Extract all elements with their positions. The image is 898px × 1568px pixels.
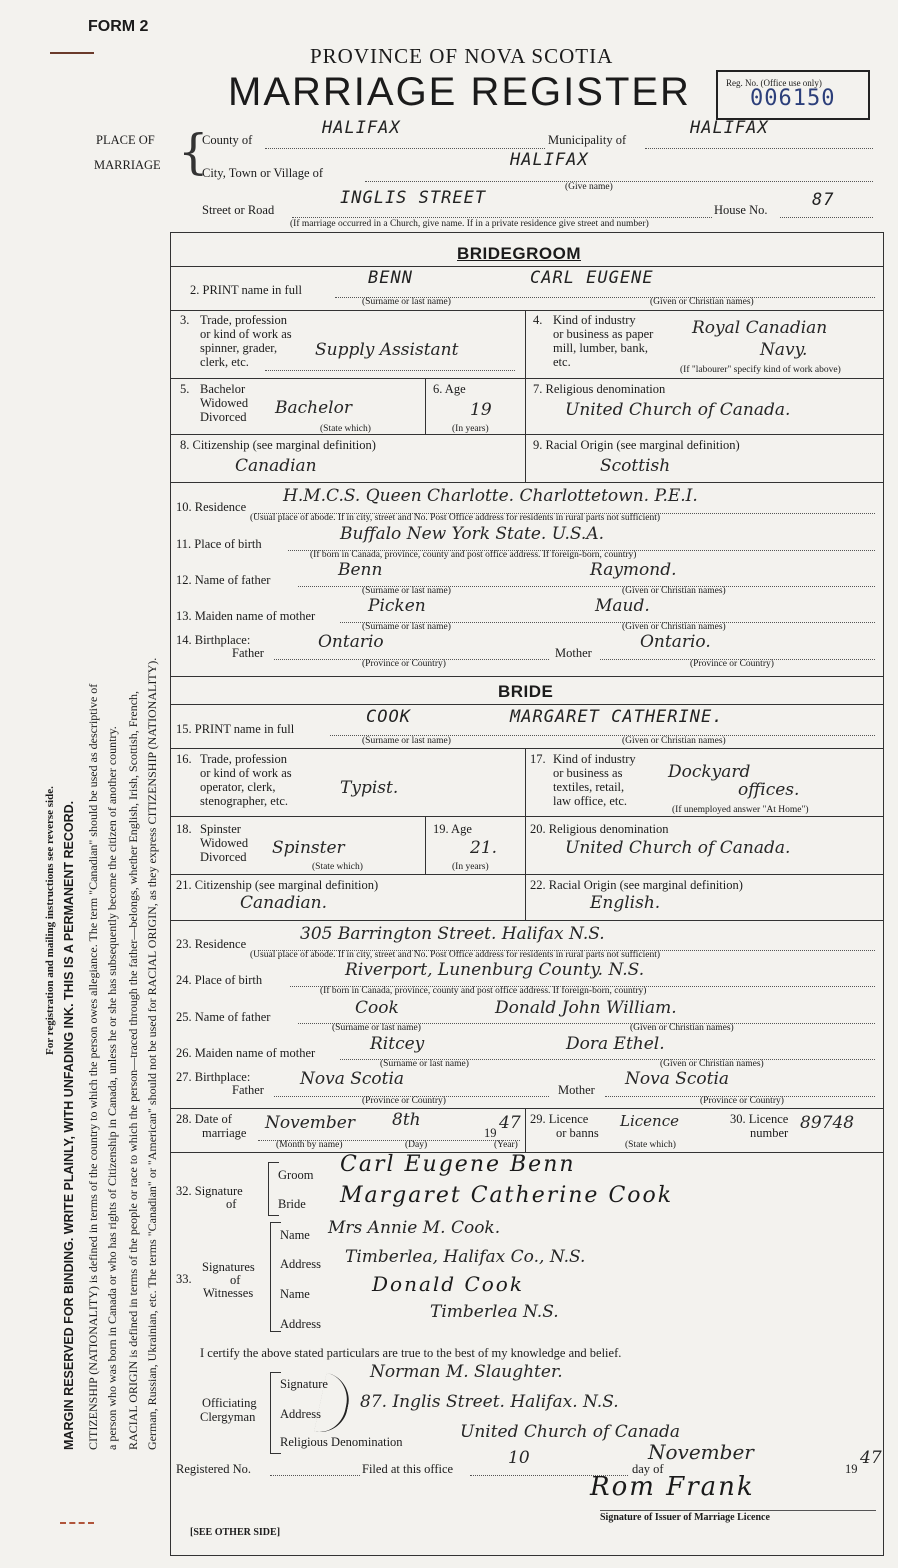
groom-surname: BENN (368, 268, 413, 288)
marriage-label: MARRIAGE (94, 158, 161, 172)
groom-industry-1: Royal Canadian (692, 318, 828, 338)
officiating-label-2: Clergyman (200, 1410, 256, 1424)
groom-mother-surname: Picken (368, 596, 426, 616)
groom-given-caption: (Given or Christian names) (650, 297, 754, 307)
bride-mother-birthplace: Nova Scotia (625, 1069, 730, 1089)
witness-1-address: Timberlea, Halifax Co., N.S. (345, 1247, 586, 1267)
bride-signature: Margaret Catherine Cook (340, 1183, 674, 1208)
groom-mother-birthplace: Ontario. (640, 632, 711, 652)
groom-surname-caption: (Surname or last name) (362, 297, 451, 307)
bride-father-bp-label: Father (232, 1083, 264, 1097)
bride-mother-given: Dora Ethel. (566, 1034, 665, 1054)
street-caption: (If marriage occurred in a Church, give name. If in a private residence give street and number) (290, 219, 649, 229)
groom-birthplace: Buffalo New York State. U.S.A. (340, 524, 605, 544)
groom-religion-label: 7. Religious denomination (533, 382, 666, 396)
bride-industry-1: Dockyard (668, 762, 751, 782)
bride-mother-surname: Ritcey (370, 1034, 425, 1054)
f17-line3: textiles, retail, (553, 780, 625, 794)
sig-label-2: of (226, 1197, 237, 1211)
licence-or-banns: Licence (620, 1112, 679, 1130)
house-value: 87 (812, 190, 835, 210)
day-caption: (Day) (405, 1140, 428, 1150)
bride-father-label: 25. Name of father (176, 1010, 271, 1024)
clergy-addr-label: Address (280, 1407, 321, 1421)
f18-num: 18. (176, 822, 192, 836)
reg-no-box (716, 70, 870, 120)
bride-origin-label: 22. Racial Origin (see marginal definition) (530, 878, 743, 892)
groom-name-label: 2. PRINT name in full (190, 283, 302, 297)
groom-father-surname: Benn (338, 560, 383, 580)
date-label-1: 28. Date of (176, 1112, 232, 1126)
bride-age-label: 19. Age (433, 822, 472, 836)
f4-num: 4. (533, 313, 543, 327)
f4-line4: etc. (553, 355, 571, 369)
bride-age-caption: (In years) (452, 862, 489, 872)
bridegroom-heading: BRIDEGROOM (457, 244, 581, 263)
bride-origin: English. (590, 893, 661, 913)
f17-line4: law office, etc. (553, 794, 628, 808)
filed-day: 10 (508, 1448, 530, 1468)
house-label: House No. (714, 203, 768, 217)
groom-father-birthplace: Ontario (318, 632, 384, 652)
witness-2-address: Timberlea N.S. (430, 1302, 559, 1322)
officiating-label-1: Officiating (202, 1396, 257, 1410)
clergy-address: 87. Inglis Street. Halifax. N.S. (360, 1392, 619, 1412)
f16-line1: Trade, profession (200, 752, 288, 766)
f17-num: 17. (530, 752, 546, 766)
city-caption: (Give name) (565, 182, 613, 192)
bride-sig-label: Bride (278, 1197, 306, 1211)
f5-line3: Divorced (200, 410, 247, 424)
bride-mother-bp-label: Mother (558, 1083, 595, 1097)
bride-citizenship-label: 21. Citizenship (see marginal definition) (176, 878, 379, 892)
w2-address-label: Address (280, 1317, 321, 1331)
day-of-label: day of (632, 1462, 664, 1476)
groom-trade: Supply Assistant (315, 340, 459, 360)
filed-month: November (648, 1440, 754, 1464)
marriage-day: 8th (392, 1110, 421, 1130)
clergy-signature: Norman M. Slaughter. (370, 1362, 563, 1382)
witnesses-num: 33. (176, 1272, 192, 1286)
bride-citizenship: Canadian. (240, 893, 328, 913)
licence-label-2: or banns (556, 1126, 599, 1140)
margin-citizenship-def-1: CITIZENSHIP (NATIONALITY) is defined in terms of the country to which the person owes allegiance. The term "Canadian" should be used as descriptive of (86, 683, 100, 1450)
margin-binding-note: MARGIN RESERVED FOR BINDING. WRITE PLAINLY, WITH UNFADING INK. THIS IS A PERMANENT RECORD. (62, 800, 76, 1450)
f16-num: 16. (176, 752, 192, 766)
groom-citizenship-label: 8. Citizenship (see marginal definition) (180, 438, 376, 452)
issuer-caption: Signature of Issuer of Marriage Licence (600, 1512, 770, 1523)
groom-father-given-caption: (Given or Christian names) (622, 586, 726, 596)
bride-heading: BRIDE (498, 682, 554, 701)
f5-line1: Bachelor (200, 382, 246, 396)
witness-2-name: Donald Cook (372, 1272, 524, 1296)
bride-mother-given-caption: (Given or Christian names) (660, 1059, 764, 1069)
groom-mother-given-caption: (Given or Christian names) (622, 622, 726, 632)
bride-name-label: 15. PRINT name in full (176, 722, 295, 736)
f3-line4: clerk, etc. (200, 355, 249, 369)
licence-state-caption: (State which) (625, 1140, 676, 1150)
form-number: FORM 2 (88, 18, 149, 35)
f17-caption: (If unemployed answer "At Home") (672, 805, 809, 815)
f4-caption: (If "labourer" specify kind of work above) (680, 365, 841, 375)
groom-father-bp-caption: (Province or Country) (362, 659, 446, 669)
groom-mother-bp-caption: (Province or Country) (690, 659, 774, 669)
bride-father-surname-caption: (Surname or last name) (332, 1023, 421, 1033)
bride-residence: 305 Barrington Street. Halifax N.S. (300, 924, 605, 944)
clergy-sig-label: Signature (280, 1377, 328, 1391)
licence-number-label-2: number (750, 1126, 789, 1140)
month-caption: (Month by name) (276, 1140, 343, 1150)
f17-line2: or business as (553, 766, 623, 780)
f4-line1: Kind of industry (553, 313, 636, 327)
groom-birthplaces-label: 14. Birthplace: (176, 633, 251, 647)
w1-address-label: Address (280, 1257, 321, 1271)
f16-line3: operator, clerk, (200, 780, 276, 794)
bride-father-surname: Cook (355, 998, 399, 1018)
bride-religion-label: 20. Religious denomination (530, 822, 669, 836)
county-value: HALIFAX (322, 118, 401, 138)
bride-birthplace-caption: (If born in Canada, province, county and post office address. If foreign-born, country) (320, 986, 647, 996)
groom-origin-label: 9. Racial Origin (see marginal definition) (533, 438, 740, 452)
groom-mother-label: 13. Maiden name of mother (176, 609, 316, 623)
year-caption: (Year) (494, 1140, 518, 1150)
groom-residence-label: 10. Residence (176, 500, 247, 514)
bride-birthplace-label: 24. Place of birth (176, 973, 263, 987)
bride-father-given: Donald John William. (495, 998, 677, 1018)
groom-father-surname-caption: (Surname or last name) (362, 586, 451, 596)
bride-given-caption: (Given or Christian names) (622, 736, 726, 746)
bride-industry-2: offices. (738, 780, 800, 800)
bride-mother-surname-caption: (Surname or last name) (380, 1059, 469, 1069)
groom-birthplace-caption: (If born in Canada, province, county and post office address. If foreign-born, country) (310, 550, 637, 560)
groom-mother-bp-label: Mother (555, 646, 592, 660)
reg-no-label: Reg. No. (Office use only) (726, 78, 822, 88)
f3-line3: spinner, grader, (200, 341, 278, 355)
f5-line2: Widowed (200, 396, 249, 410)
groom-mother-surname-caption: (Surname or last name) (362, 622, 451, 632)
groom-age: 19 (470, 400, 492, 420)
place-brace: { (178, 124, 209, 180)
groom-father-label: 12. Name of father (176, 573, 271, 587)
groom-signature: Carl Eugene Benn (340, 1152, 576, 1177)
bride-status: Spinster (272, 838, 345, 858)
f4-line3: mill, lumber, bank, (553, 341, 648, 355)
certify-text: I certify the above stated particulars are true to the best of my knowledge and belief. (200, 1346, 622, 1360)
bride-surname-caption: (Surname or last name) (362, 736, 451, 746)
f16-line4: stenographer, etc. (200, 794, 289, 808)
groom-mother-given: Maud. (595, 596, 650, 616)
groom-age-caption: (In years) (452, 424, 489, 434)
groom-residence-caption: (Usual place of abode. If in city, street and No. Post Office address for residents in rural parts not sufficient) (250, 513, 661, 523)
bride-age: 21. (470, 838, 498, 858)
groom-father-given: Raymond. (590, 560, 677, 580)
bride-residence-caption: (Usual place of abode. If in city, street and No. Post Office address for residents in rural parts not sufficient) (250, 950, 661, 960)
clergy-religion-label: Religious Denomination (280, 1435, 403, 1449)
f3-line1: Trade, profession (200, 313, 288, 327)
municipality-label: Municipality of (548, 133, 627, 147)
filed-label: Filed at this office (362, 1462, 454, 1476)
f3-line2: or kind of work as (200, 327, 292, 341)
groom-age-label: 6. Age (433, 382, 466, 396)
bride-trade: Typist. (340, 778, 399, 798)
witness-1-name: Mrs Annie M. Cook. (328, 1218, 501, 1238)
groom-sig-label: Groom (278, 1168, 314, 1182)
bride-status-caption: (State which) (312, 862, 363, 872)
licence-label-1: 29. Licence (530, 1112, 589, 1126)
city-value: HALIFAX (510, 150, 589, 170)
groom-citizenship: Canadian (235, 456, 317, 476)
filed-year: 47 (860, 1448, 882, 1468)
margin-racial-def-1: RACIAL ORIGIN is defined in terms of the people or race to which the person—traced through the father—belongs, whether English, Irish, Scottish, French, (126, 690, 140, 1450)
groom-birthplace-label: 11. Place of birth (176, 537, 262, 551)
reg-no-value: 006150 (750, 86, 836, 111)
f5-num: 5. (180, 382, 190, 396)
f16-line2: or kind of work as (200, 766, 292, 780)
county-label: County of (202, 133, 253, 147)
w1-name-label: Name (280, 1228, 310, 1242)
groom-father-bp-label: Father (232, 646, 264, 660)
f18-line1: Spinster (200, 822, 241, 836)
see-other-side: [SEE OTHER SIDE] (190, 1527, 281, 1538)
groom-industry-2: Navy. (760, 340, 808, 360)
f4-line2: or business as paper (553, 327, 654, 341)
marriage-year-prefix: 19 (484, 1126, 497, 1140)
sig-label-1: 32. Signature (176, 1184, 243, 1198)
groom-residence: H.M.C.S. Queen Charlotte. Charlottetown. P.E.I. (283, 486, 698, 506)
date-label-2: marriage (202, 1126, 247, 1140)
margin-instructions: For registration and mailing instructions see reverse side. (44, 786, 56, 1055)
groom-religion: United Church of Canada. (565, 400, 791, 420)
bride-birthplaces-label: 27. Birthplace: (176, 1070, 251, 1084)
w2-name-label: Name (280, 1287, 310, 1301)
bride-surname: COOK (366, 707, 411, 727)
hole-mark (50, 52, 94, 54)
filed-year-prefix: 19 (845, 1462, 858, 1476)
registered-label: Registered No. (176, 1462, 251, 1476)
street-label: Street or Road (202, 203, 275, 217)
bride-father-birthplace: Nova Scotia (300, 1069, 405, 1089)
witnesses-label-2: of (230, 1273, 241, 1287)
bride-residence-label: 23. Residence (176, 937, 247, 951)
bride-mother-label: 26. Maiden name of mother (176, 1046, 316, 1060)
licence-number-label-1: 30. Licence (730, 1112, 789, 1126)
municipality-value: HALIFAX (690, 118, 769, 138)
groom-given: CARL EUGENE (530, 268, 654, 288)
groom-status-caption: (State which) (320, 424, 371, 434)
witnesses-label-3: Witnesses (203, 1286, 254, 1300)
province-title: PROVINCE OF NOVA SCOTIA (310, 44, 614, 68)
bride-mother-bp-caption: (Province or Country) (700, 1096, 784, 1106)
issuer-signature: Rom Frank (590, 1472, 755, 1502)
witnesses-label-1: Signatures (202, 1260, 255, 1274)
f17-line1: Kind of industry (553, 752, 636, 766)
bride-religion: United Church of Canada. (565, 838, 791, 858)
bride-father-bp-caption: (Province or Country) (362, 1096, 446, 1106)
bride-birthplace: Riverport, Lunenburg County. N.S. (345, 960, 645, 980)
clergy-religion: United Church of Canada (460, 1422, 680, 1442)
marriage-month: November (265, 1113, 355, 1133)
f3-num: 3. (180, 313, 190, 327)
bride-father-given-caption: (Given or Christian names) (630, 1023, 734, 1033)
bride-given: MARGARET CATHERINE. (510, 707, 724, 727)
hole-mark-bottom (60, 1522, 94, 1524)
document-title: MARRIAGE REGISTER (228, 70, 691, 114)
margin-racial-def-2: German, Russian, Ukrainian, etc. The terms "Canadian" or "American" should not be used for RACIAL ORIGIN, as they express CITIZENSHIP (NATIONALITY). (145, 657, 159, 1450)
f18-line3: Divorced (200, 850, 247, 864)
licence-number: 89748 (800, 1113, 855, 1133)
groom-origin: Scottish (600, 456, 671, 476)
f18-line2: Widowed (200, 836, 249, 850)
margin-citizenship-def-2: a person who was born in Canada or who has rights of Citizenship in Canada, unless he or she has subsequently become the citizen of another country. (105, 726, 119, 1450)
city-label: City, Town or Village of (202, 166, 324, 180)
place-label: PLACE OF (96, 133, 155, 147)
marriage-year: 47 (499, 1113, 521, 1133)
street-value: INGLIS STREET (340, 188, 487, 208)
groom-status: Bachelor (275, 398, 352, 418)
